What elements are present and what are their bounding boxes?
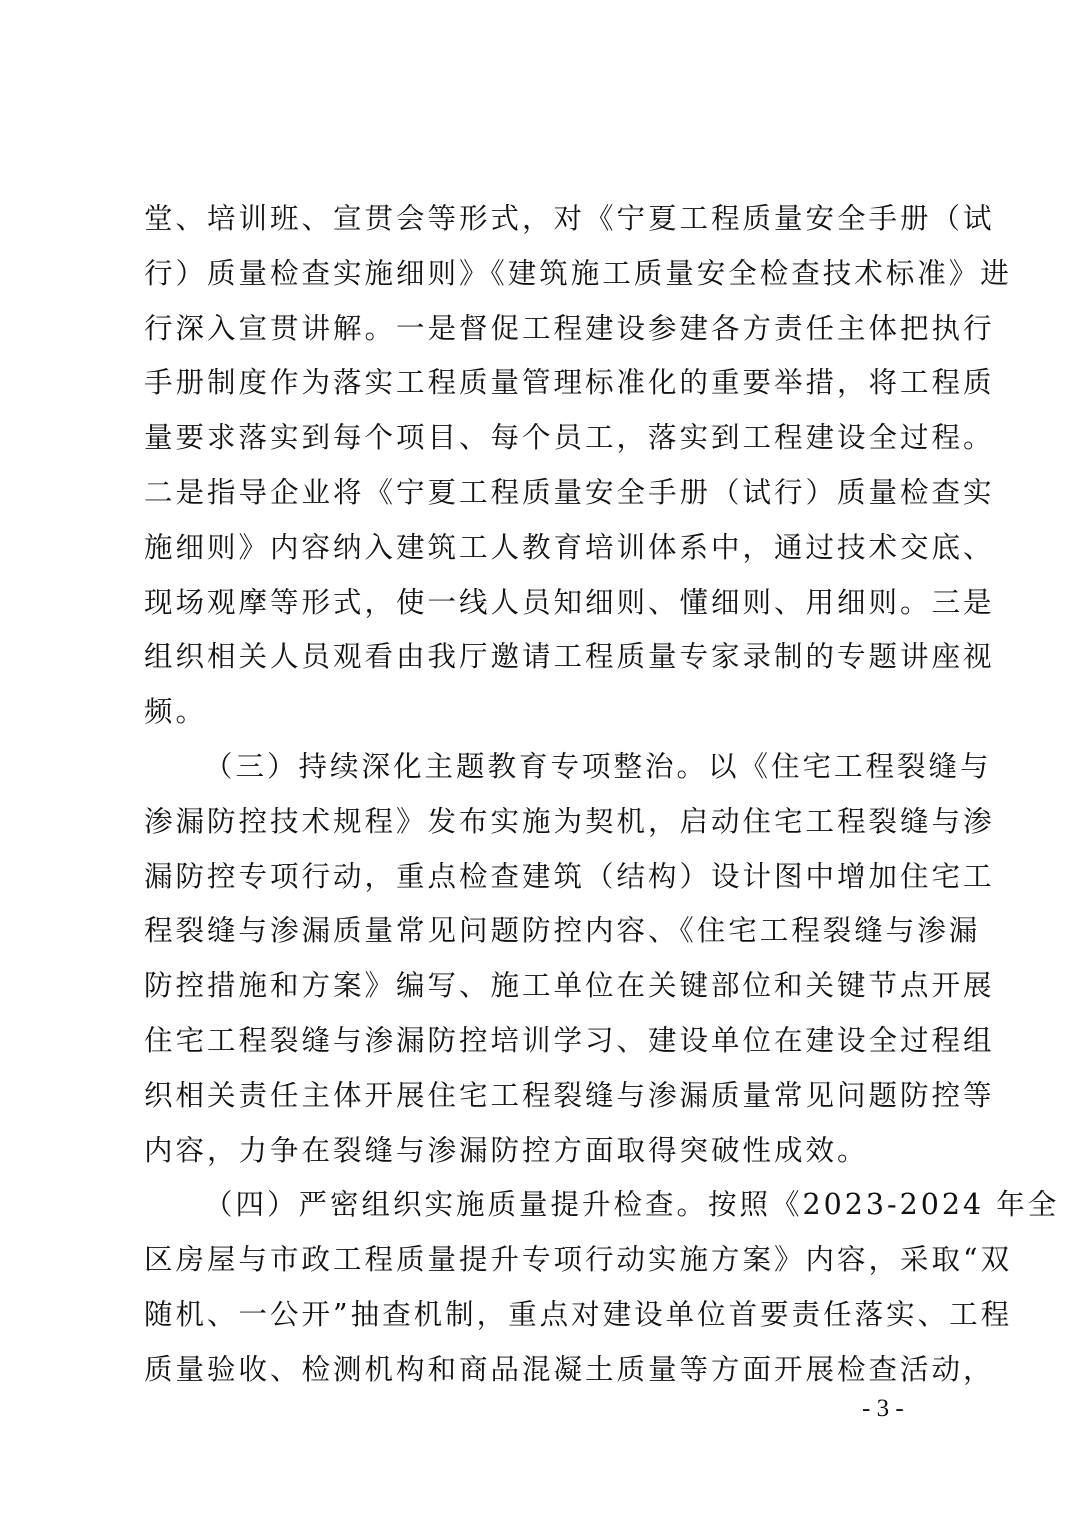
text-line: 随机、一公开”抽查机制，重点对建设单位首要责任落实、工程 <box>144 1297 1013 1331</box>
text-line: 二是指导企业将《宁夏工程质量安全手册（试行）质量检查实 <box>144 475 995 509</box>
text-line: 堂、培训班、宣贯会等形式，对《宁夏工程质量安全手册（试 <box>144 202 995 235</box>
text-line: 区房屋与市政工程质量提升专项行动实施方案》内容，采取“双 <box>144 1243 1013 1277</box>
text-line: 内容，力争在裂缝与渗漏防控方面取得突破性成效。 <box>144 1133 869 1167</box>
section-heading-3: （三）持续深化主题教育专项整治。以《住宅工程裂缝与 <box>204 749 992 783</box>
text-line: 织相关责任主体开展住宅工程裂缝与渗漏质量常见问题防控等 <box>144 1078 995 1112</box>
text-line: 量要求落实到每个项目、每个员工，落实到工程建设全过程。 <box>144 421 995 455</box>
page-number: - 3 - <box>862 1395 904 1422</box>
body-text <box>144 192 1060 1398</box>
text-line: 防控措施和方案》编写、施工单位在关键部位和关键节点开展 <box>144 969 995 1003</box>
text-line: 频。 <box>144 695 208 729</box>
text-line: 行）质量检查实施细则》《建筑施工质量安全检查技术标准》进 <box>144 256 1012 290</box>
section-heading-4: （四）严密组织实施质量提升检查。按照《2023-2024 年全 <box>204 1188 1060 1222</box>
text-line: 质量验收、检测机构和商品混凝土质量等方面开展检查活动， <box>144 1352 995 1386</box>
text-line: 渗漏防控技术规程》发布实施为契机，启动住宅工程裂缝与渗 <box>144 804 995 838</box>
text-line: 漏防控专项行动，重点检查建筑（结构）设计图中增加住宅工 <box>144 859 995 893</box>
text-line: 现场观摩等形式，使一线人员知细则、懂细则、用细则。三是 <box>144 585 995 619</box>
text-line: 程裂缝与渗漏质量常见问题防控内容、《住宅工程裂缝与渗漏 <box>144 914 981 948</box>
text-line: 组织相关人员观看由我厅邀请工程质量专家录制的专题讲座视 <box>144 640 995 674</box>
text-line: 施细则》内容纳入建筑工人教育培训体系中，通过技术交底、 <box>144 530 995 564</box>
text-line: 行深入宣贯讲解。一是督促工程建设参建各方责任主体把执行 <box>144 311 995 345</box>
text-line: 手册制度作为落实工程质量管理标准化的重要举措，将工程质 <box>144 366 995 400</box>
text-line: 住宅工程裂缝与渗漏防控培训学习、建设单位在建设全过程组 <box>144 1023 995 1057</box>
